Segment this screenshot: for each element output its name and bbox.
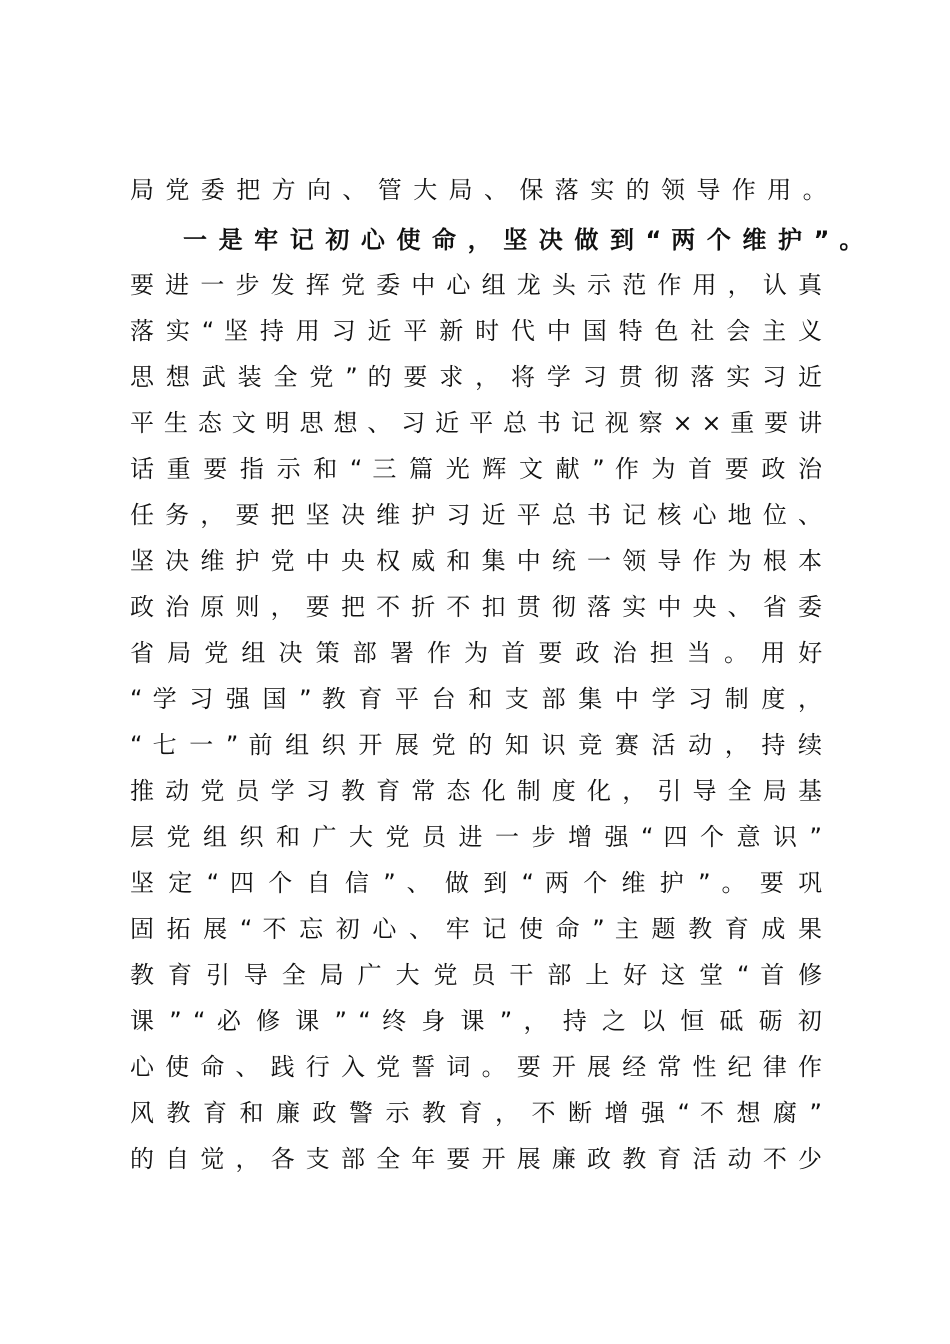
paragraph-line: 省 局 党 组 决 策 部 署 作 为 首 要 政 治 担 当 。 用 好 bbox=[130, 639, 823, 667]
paragraph-line: 落 实 “ 坚 持 用 习 近 平 新 时 代 中 国 特 色 社 会 主 义 bbox=[130, 317, 822, 345]
paragraph-line: 的 自 觉 ， 各 支 部 全 年 要 开 展 廉 政 教 育 活 动 不 少 bbox=[130, 1145, 822, 1173]
paragraph-line: 课 ” “ 必 修 课 ” “ 终 身 课 ” ， 持 之 以 恒 砥 砺 初 bbox=[130, 1007, 822, 1035]
paragraph-line: 心 使 命 、 践 行 入 党 誓 词 。 要 开 展 经 常 性 纪 律 作 bbox=[130, 1053, 822, 1081]
paragraph-line: 任 务 ， 要 把 坚 决 维 护 习 近 平 总 书 记 核 心 地 位 、 bbox=[130, 501, 822, 529]
paragraph-line: 平 生 态 文 明 思 想 、 习 近 平 总 书 记 视 察 × × 重 要 讲 bbox=[130, 409, 823, 437]
paragraph-line: 坚 定 “ 四 个 自 信 ” 、 做 到 “ 两 个 维 护 ” 。 要 巩 bbox=[130, 869, 823, 897]
paragraph-line: 话 重 要 指 示 和 “ 三 篇 光 辉 文 献 ” 作 为 首 要 政 治 bbox=[130, 455, 823, 483]
paragraph-line: 推 动 党 员 学 习 教 育 常 态 化 制 度 化 ， 引 导 全 局 基 bbox=[130, 777, 822, 805]
paragraph-line: 风 教 育 和 廉 政 警 示 教 育 ， 不 断 增 强 “ 不 想 腐 ” bbox=[130, 1099, 822, 1127]
paragraph-line: 要 进 一 步 发 挥 党 委 中 心 组 龙 头 示 范 作 用 ， 认 真 bbox=[130, 271, 822, 299]
section-heading: 一 是 牢 记 初 心 使 命 ， 坚 决 做 到 “ 两 个 维 护 ” 。 bbox=[183, 226, 864, 254]
paragraph-line: 思 想 武 装 全 党 ” 的 要 求 ， 将 学 习 贯 彻 落 实 习 近 bbox=[130, 363, 822, 391]
paragraph-line: 局党委把方向、管大局、保落实的领导作用。 bbox=[130, 176, 838, 204]
paragraph-line: 固 拓 展 “ 不 忘 初 心 、 牢 记 使 命 ” 主 题 教 育 成 果 bbox=[130, 915, 823, 943]
paragraph-line: 教 育 引 导 全 局 广 大 党 员 干 部 上 好 这 堂 “ 首 修 bbox=[130, 961, 823, 989]
paragraph-line: 政 治 原 则 ， 要 把 不 折 不 扣 贯 彻 落 实 中 央 、 省 委 bbox=[130, 593, 822, 621]
paragraph-line: “ 学 习 强 国 ” 教 育 平 台 和 支 部 集 中 学 习 制 度 ， bbox=[130, 685, 823, 713]
paragraph-line: 坚 决 维 护 党 中 央 权 威 和 集 中 统 一 领 导 作 为 根 本 bbox=[130, 547, 822, 575]
paragraph-line: 层 党 组 织 和 广 大 党 员 进 一 步 增 强 “ 四 个 意 识 ” bbox=[130, 823, 822, 851]
paragraph-line: “ 七 一 ” 前 组 织 开 展 党 的 知 识 竞 赛 活 动 ， 持 续 bbox=[130, 731, 823, 759]
